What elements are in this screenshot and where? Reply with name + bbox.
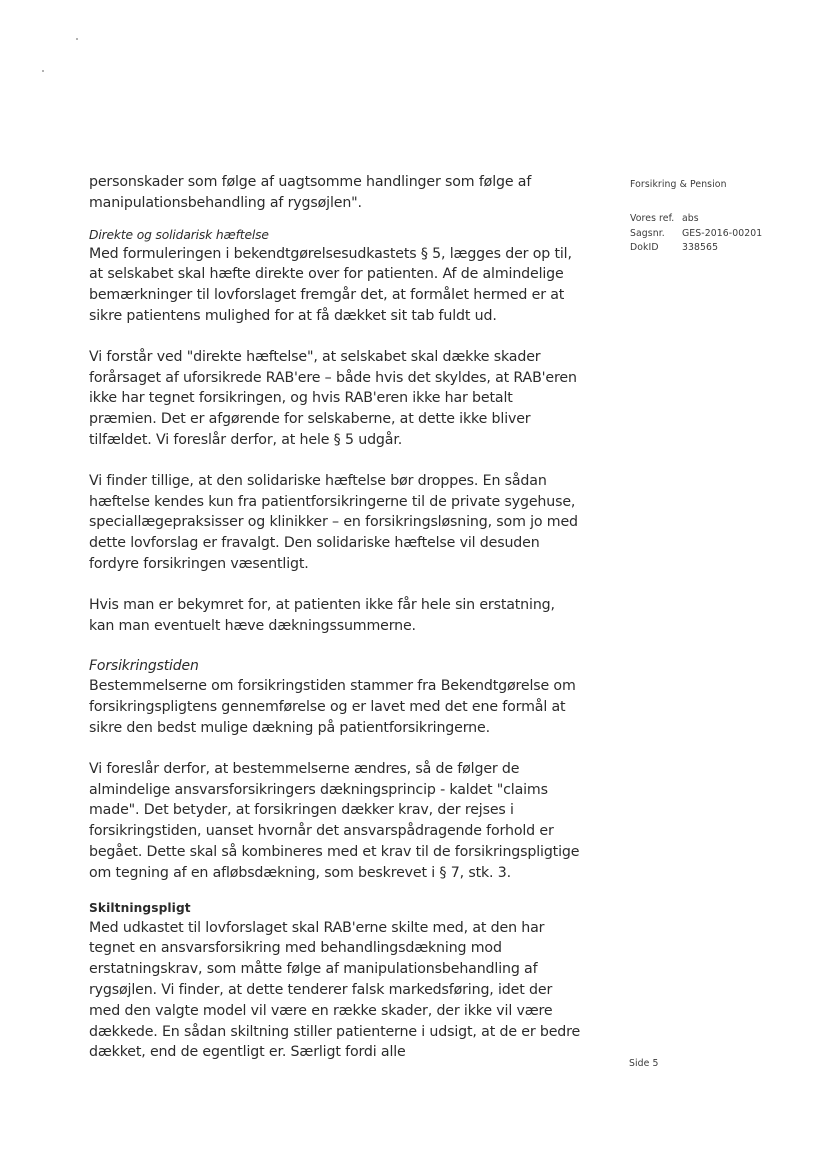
heading-forsikringstiden: Forsikringstiden bbox=[89, 658, 199, 675]
paragraph: Vi finder tillige, at den solidariske hæftelse bør droppes. En sådan hæftelse kendes kun fra patientforsikringerne til de private sygehuse, speciallægepraksisser og klinikker – en forsikringsløsning, som jo med dette lovforslag er fravalgt. Den solidariske hæftelse vil desuden fordyre forsikringen væsentligt. bbox=[89, 472, 578, 572]
paragraph: Vi foreslår derfor, at bestemmelserne ændres, så de følger de almindelige ansvarsforsikringers dækningsprincip - kaldet "claims made". Det betyder, at forsikringen dækker krav, der rejses i forsikringstiden, uanset hvornår det ansvarspådragende forhold er begået. Dette skal så kombineres med et krav til de forsikringspligtige om tegning af en afløbsdækning, som beskrevet i § 7, stk. 3. bbox=[89, 760, 580, 881]
page-number: Side 5 bbox=[629, 1058, 659, 1069]
reference-table bbox=[630, 212, 762, 256]
heading-skiltningspligt: Skiltningspligt bbox=[89, 900, 191, 915]
reference-value: abs bbox=[682, 212, 699, 224]
heading-direkte-haeftelse: Direkte og solidarisk hæftelse bbox=[89, 227, 269, 242]
reference-label: Sagsnr. bbox=[630, 227, 665, 239]
reference-row bbox=[630, 212, 762, 227]
scan-speck bbox=[42, 70, 44, 72]
reference-label: Vores ref. bbox=[630, 212, 675, 224]
reference-value: GES-2016-00201 bbox=[682, 227, 763, 239]
reference-row bbox=[630, 227, 762, 242]
reference-sidebar bbox=[630, 178, 820, 256]
paragraph: Bestemmelserne om forsikringstiden stammer fra Bekendtgørelse om forsikringspligtens gennemførelse og er lavet med det ene formål at sikre den bedst mulige dækning på patientforsikringerne. bbox=[89, 678, 576, 736]
letter-body bbox=[89, 172, 581, 1063]
paragraph: Med udkastet til lovforslaget skal RAB'erne skilte med, at den har tegnet en ansvarsforsikring med behandlingsdækning mod erstatningskrav, som måtte følge af manipulationsbehandling af rygsøjlen. Vi finder, at dette tenderer falsk markedsføring, idet der med den valgte model vil være en række skader, der ikke vil være dækkede. En sådan skiltning stiller patienterne i udsigt, at de er bedre dækket, end de egentligt er. Særligt fordi alle bbox=[89, 919, 581, 1061]
paragraph: Vi forstår ved "direkte hæftelse", at selskabet skal dække skader forårsaget af uforsikrede RAB'ere – både hvis det skyldes, at RAB'eren ikke har tegnet forsikringen, og hvis RAB'eren ikke har betalt præmien. Det er afgørende for selskaberne, at dette ikke bliver tilfældet. Vi foreslår derfor, at hele § 5 udgår. bbox=[89, 348, 577, 448]
paragraph-continuation: personskader som følge af uagtsomme handlinger som følge af manipulationsbehandling af rygsøjlen". bbox=[89, 174, 532, 211]
scan-speck bbox=[76, 38, 78, 40]
reference-label: DokID bbox=[630, 242, 659, 254]
reference-row bbox=[630, 241, 762, 256]
paragraph: Med formuleringen i bekendtgørelsesudkastets § 5, lægges der op til, at selskabet skal hæfte direkte over for patienten. Af de almindelige bemærkninger til lovforslaget fremgår det, at formålet hermed er at sikre patientens mulighed for at få dækket sit tab fuldt ud. bbox=[89, 245, 572, 324]
reference-value: 338565 bbox=[682, 242, 719, 254]
organization-name: Forsikring & Pension bbox=[630, 179, 727, 190]
paragraph: Hvis man er bekymret for, at patienten ikke får hele sin erstatning, kan man eventuelt hæve dækningssummerne. bbox=[89, 596, 555, 634]
